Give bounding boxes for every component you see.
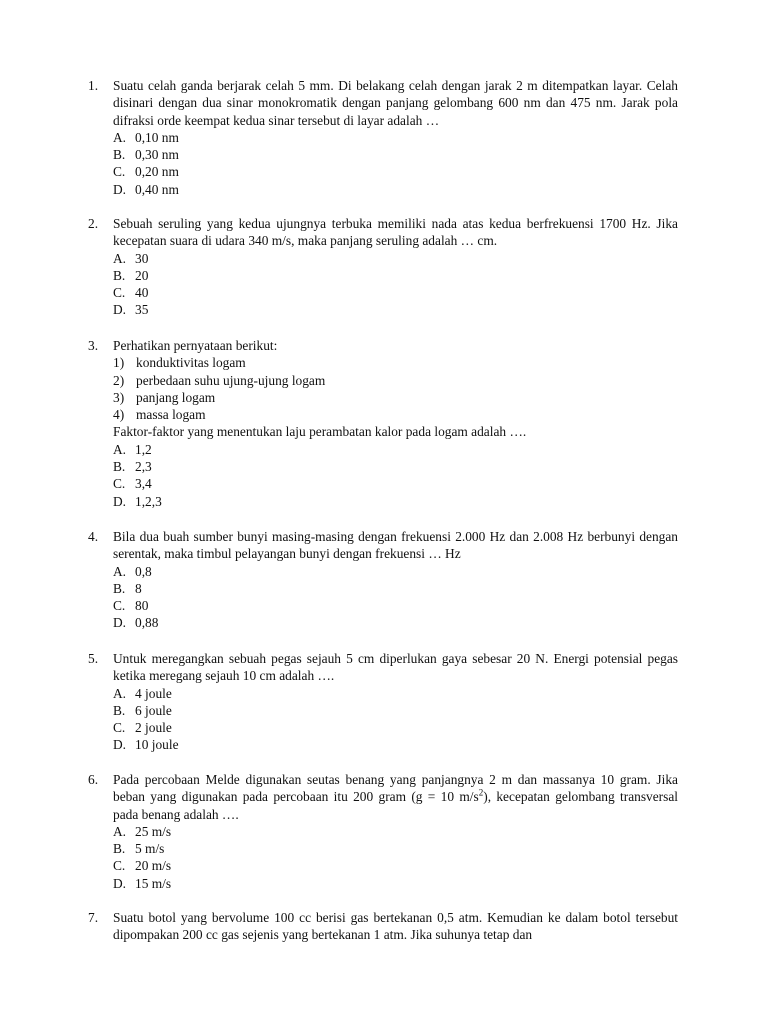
statement-item — [113, 389, 678, 406]
option-c — [113, 857, 678, 874]
statement-text: panjang logam — [136, 389, 216, 405]
statement-item — [113, 354, 678, 371]
option-letter: D. — [113, 302, 127, 318]
answer-options — [113, 129, 678, 198]
option-text: 30 — [135, 250, 149, 266]
option-b — [113, 702, 678, 719]
question-5 — [88, 650, 678, 754]
statement-text: perbedaan suhu ujung-ujung logam — [136, 372, 326, 388]
answer-options — [113, 563, 678, 632]
question-number: 3. — [88, 338, 99, 353]
statement-list — [113, 354, 678, 423]
option-text: 8 — [135, 580, 142, 596]
option-a — [113, 685, 678, 702]
option-text: 3,4 — [135, 476, 152, 492]
question-2 — [88, 215, 678, 319]
option-text: 4 joule — [135, 685, 172, 701]
option-b — [113, 458, 678, 475]
statement-number: 3) — [113, 389, 125, 405]
option-letter: C. — [113, 285, 126, 301]
option-text: 6 joule — [135, 702, 172, 718]
option-letter: D. — [113, 737, 127, 753]
option-text: 1,2 — [135, 441, 152, 457]
question-stem: Perhatikan pernyataan berikut: — [113, 338, 278, 353]
question-number: 7. — [88, 910, 99, 925]
option-letter: A. — [113, 441, 127, 457]
question-stem: Sebuah seruling yang kedua ujungnya terbuka memiliki nada atas kedua berfrekuensi 1700 Hz. Jika kecepatan suara di udara 340 m/s, maka panjang seruling adalah … cm. — [113, 216, 678, 249]
option-a — [113, 441, 678, 458]
option-letter: A. — [113, 250, 127, 266]
option-c — [113, 719, 678, 736]
option-letter: B. — [113, 580, 126, 596]
option-d — [113, 614, 678, 631]
statement-number: 1) — [113, 355, 125, 371]
option-text: 10 joule — [135, 737, 179, 753]
option-b — [113, 267, 678, 284]
option-letter: A. — [113, 685, 127, 701]
question-4 — [88, 528, 678, 632]
option-letter: C. — [113, 598, 126, 614]
option-text: 40 — [135, 285, 149, 301]
question-stem — [113, 771, 678, 823]
option-text: 0,10 nm — [135, 129, 179, 145]
option-letter: B. — [113, 459, 126, 475]
option-text: 0,20 nm — [135, 164, 179, 180]
question-number: 5. — [88, 651, 99, 666]
option-letter: D. — [113, 875, 127, 891]
statement-number: 2) — [113, 372, 125, 388]
option-text: 5 m/s — [135, 841, 165, 857]
option-c — [113, 475, 678, 492]
option-letter: C. — [113, 720, 126, 736]
question-1 — [88, 77, 678, 198]
option-text: 2 joule — [135, 720, 172, 736]
option-d — [113, 301, 678, 318]
option-letter: A. — [113, 129, 127, 145]
option-text: 0,88 — [135, 615, 159, 631]
answer-options — [113, 441, 678, 510]
question-number: 6. — [88, 772, 99, 787]
statement-number: 4) — [113, 407, 125, 423]
option-d — [113, 493, 678, 510]
option-text: 25 m/s — [135, 823, 172, 839]
option-d — [113, 875, 678, 892]
option-text: 20 — [135, 267, 149, 283]
statement-text: konduktivitas logam — [136, 355, 246, 371]
option-text: 2,3 — [135, 459, 152, 475]
option-text: 80 — [135, 598, 149, 614]
statement-item — [113, 372, 678, 389]
option-letter: A. — [113, 823, 127, 839]
option-text: 15 m/s — [135, 875, 172, 891]
option-c — [113, 163, 678, 180]
stem-part: ), kecepatan gelombang transversal pada benang adalah …. — [113, 789, 679, 822]
answer-options — [113, 823, 678, 892]
option-text: 0,30 nm — [135, 147, 179, 163]
option-letter: C. — [113, 858, 126, 874]
option-text: 0,8 — [135, 563, 152, 579]
question-number: 1. — [88, 78, 99, 93]
option-letter: B. — [113, 267, 126, 283]
option-d — [113, 736, 678, 753]
question-stem: Untuk meregangkan sebuah pegas sejauh 5 cm diperlukan gaya sebesar 20 N. Energi potensial pegas ketika meregang sejauh 10 cm adalah …. — [113, 651, 678, 684]
option-text: 1,2,3 — [135, 493, 162, 509]
question-followup: Faktor-faktor yang menentukan laju perambatan kalor pada logam adalah …. — [113, 424, 527, 440]
option-text: 0,40 nm — [135, 181, 179, 197]
option-c — [113, 597, 678, 614]
superscript: 2 — [478, 787, 484, 798]
option-b — [113, 580, 678, 597]
question-stem: Bila dua buah sumber bunyi masing-masing dengan frekuensi 2.000 Hz dan 2.008 Hz berbunyi dengan serentak, maka timbul pelayangan bunyi dengan frekuensi … Hz — [113, 529, 678, 562]
option-letter: D. — [113, 181, 127, 197]
question-3 — [88, 337, 678, 510]
option-letter: C. — [113, 164, 126, 180]
option-b — [113, 840, 678, 857]
option-letter: B. — [113, 702, 126, 718]
question-number: 4. — [88, 529, 99, 544]
option-letter: B. — [113, 841, 126, 857]
option-letter: C. — [113, 476, 126, 492]
option-b — [113, 146, 678, 163]
statement-item — [113, 406, 678, 423]
option-a — [113, 563, 678, 580]
option-text: 35 — [135, 302, 149, 318]
question-number: 2. — [88, 216, 99, 231]
question-6 — [88, 771, 678, 892]
answer-options — [113, 250, 678, 319]
option-a — [113, 823, 678, 840]
stem-part: Pada percobaan Melde digunakan seutas benang yang panjangnya 2 m dan massanya 10 gram. Jika beban yang digunakan pada percobaan itu 200 gram (g = 10 m/s — [113, 772, 678, 805]
option-letter: B. — [113, 147, 126, 163]
option-a — [113, 129, 678, 146]
option-letter: D. — [113, 615, 127, 631]
option-letter: A. — [113, 563, 127, 579]
question-stem: Suatu celah ganda berjarak celah 5 mm. Di belakang celah dengan jarak 2 m ditempatkan layar. Celah disinari dengan dua sinar monokromatik dengan panjang gelombang 600 nm dan 475 nm. Jarak pola difraksi orde keempat kedua sinar tersebut di layar adalah … — [113, 78, 678, 128]
option-a — [113, 250, 678, 267]
option-text: 20 m/s — [135, 858, 172, 874]
question-7 — [88, 909, 678, 944]
option-c — [113, 284, 678, 301]
answer-options — [113, 685, 678, 754]
option-letter: D. — [113, 493, 127, 509]
option-d — [113, 181, 678, 198]
statement-text: massa logam — [136, 407, 206, 423]
question-stem: Suatu botol yang bervolume 100 cc berisi gas bertekanan 0,5 atm. Kemudian ke dalam botol tersebut dipompakan 200 cc gas sejenis yang bertekanan 1 atm. Jika suhunya tetap dan — [113, 910, 678, 943]
